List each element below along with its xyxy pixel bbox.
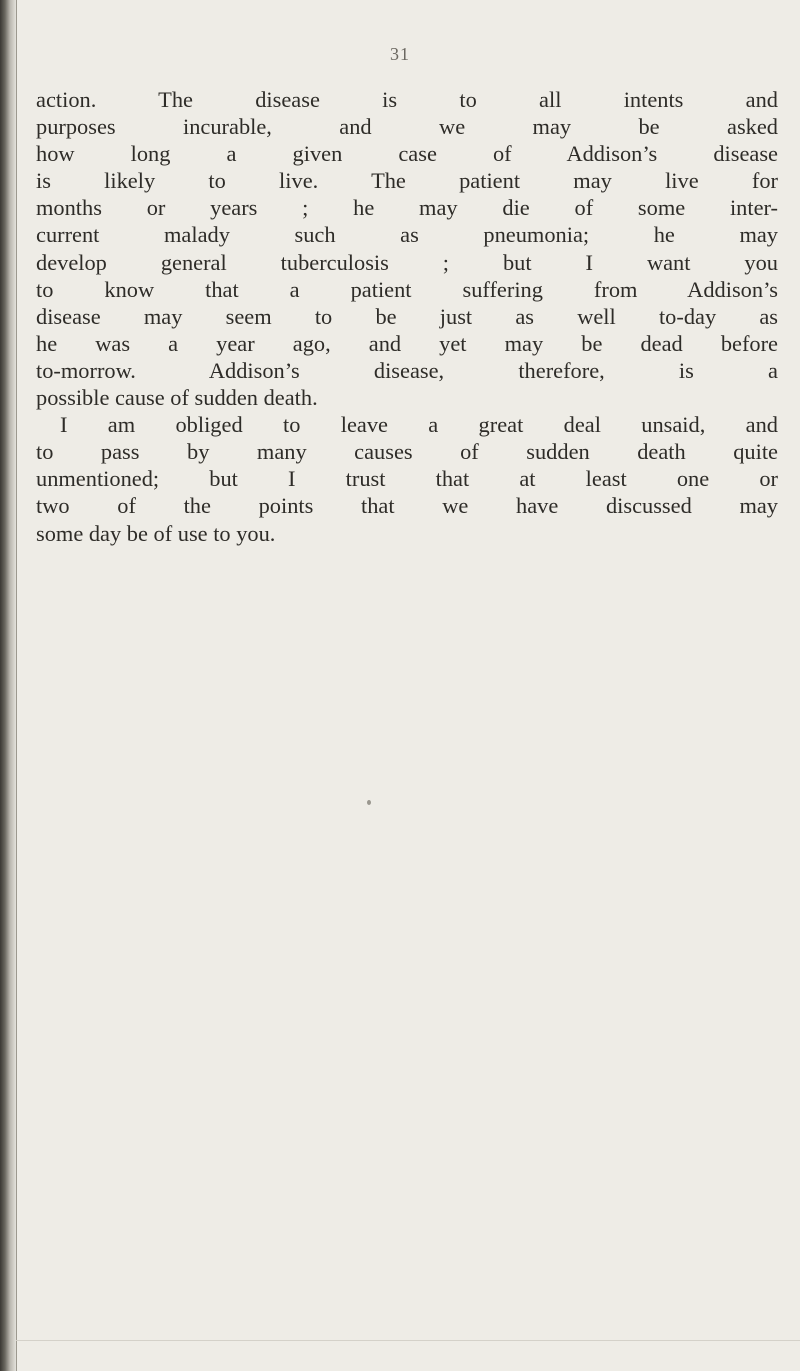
text-line: develop general tuberculosis ; but I want you xyxy=(36,249,778,275)
text-line: how long a given case of Addison’s disease xyxy=(36,141,778,167)
binding-edge-line xyxy=(16,0,17,1371)
text-line: to-morrow. Addison’s disease, therefore, is a xyxy=(36,357,778,383)
binding-gutter xyxy=(0,0,16,1371)
page-bottom-edge xyxy=(16,1340,800,1341)
body-text xyxy=(36,86,778,547)
text-line: months or years ; he may die of some inter- xyxy=(36,195,778,221)
text-line: current malady such as pneumonia; he may xyxy=(36,222,778,248)
text-line: disease may seem to be just as well to-day as xyxy=(36,303,778,329)
text-line: is likely to live. The patient may live for xyxy=(36,168,778,194)
paper-speck xyxy=(367,800,371,805)
page-number: 31 xyxy=(390,44,410,64)
paragraph-end-line: some day be of use to you. xyxy=(36,520,276,546)
paragraph-start-line: I am obliged to leave a great deal unsaid, and xyxy=(60,412,778,438)
text-line: to know that a patient suffering from Addison’s xyxy=(36,276,778,302)
text-line: to pass by many causes of sudden death quite xyxy=(36,439,778,465)
paragraph-end-line: possible cause of sudden death. xyxy=(36,385,318,411)
text-line: action. The disease is to all intents and xyxy=(36,87,778,112)
text-line: unmentioned; but I trust that at least one or xyxy=(36,466,778,492)
text-line: purposes incurable, and we may be asked xyxy=(36,114,778,140)
text-line: two of the points that we have discussed may xyxy=(36,493,778,519)
text-line: he was a year ago, and yet may be dead before xyxy=(36,330,778,356)
